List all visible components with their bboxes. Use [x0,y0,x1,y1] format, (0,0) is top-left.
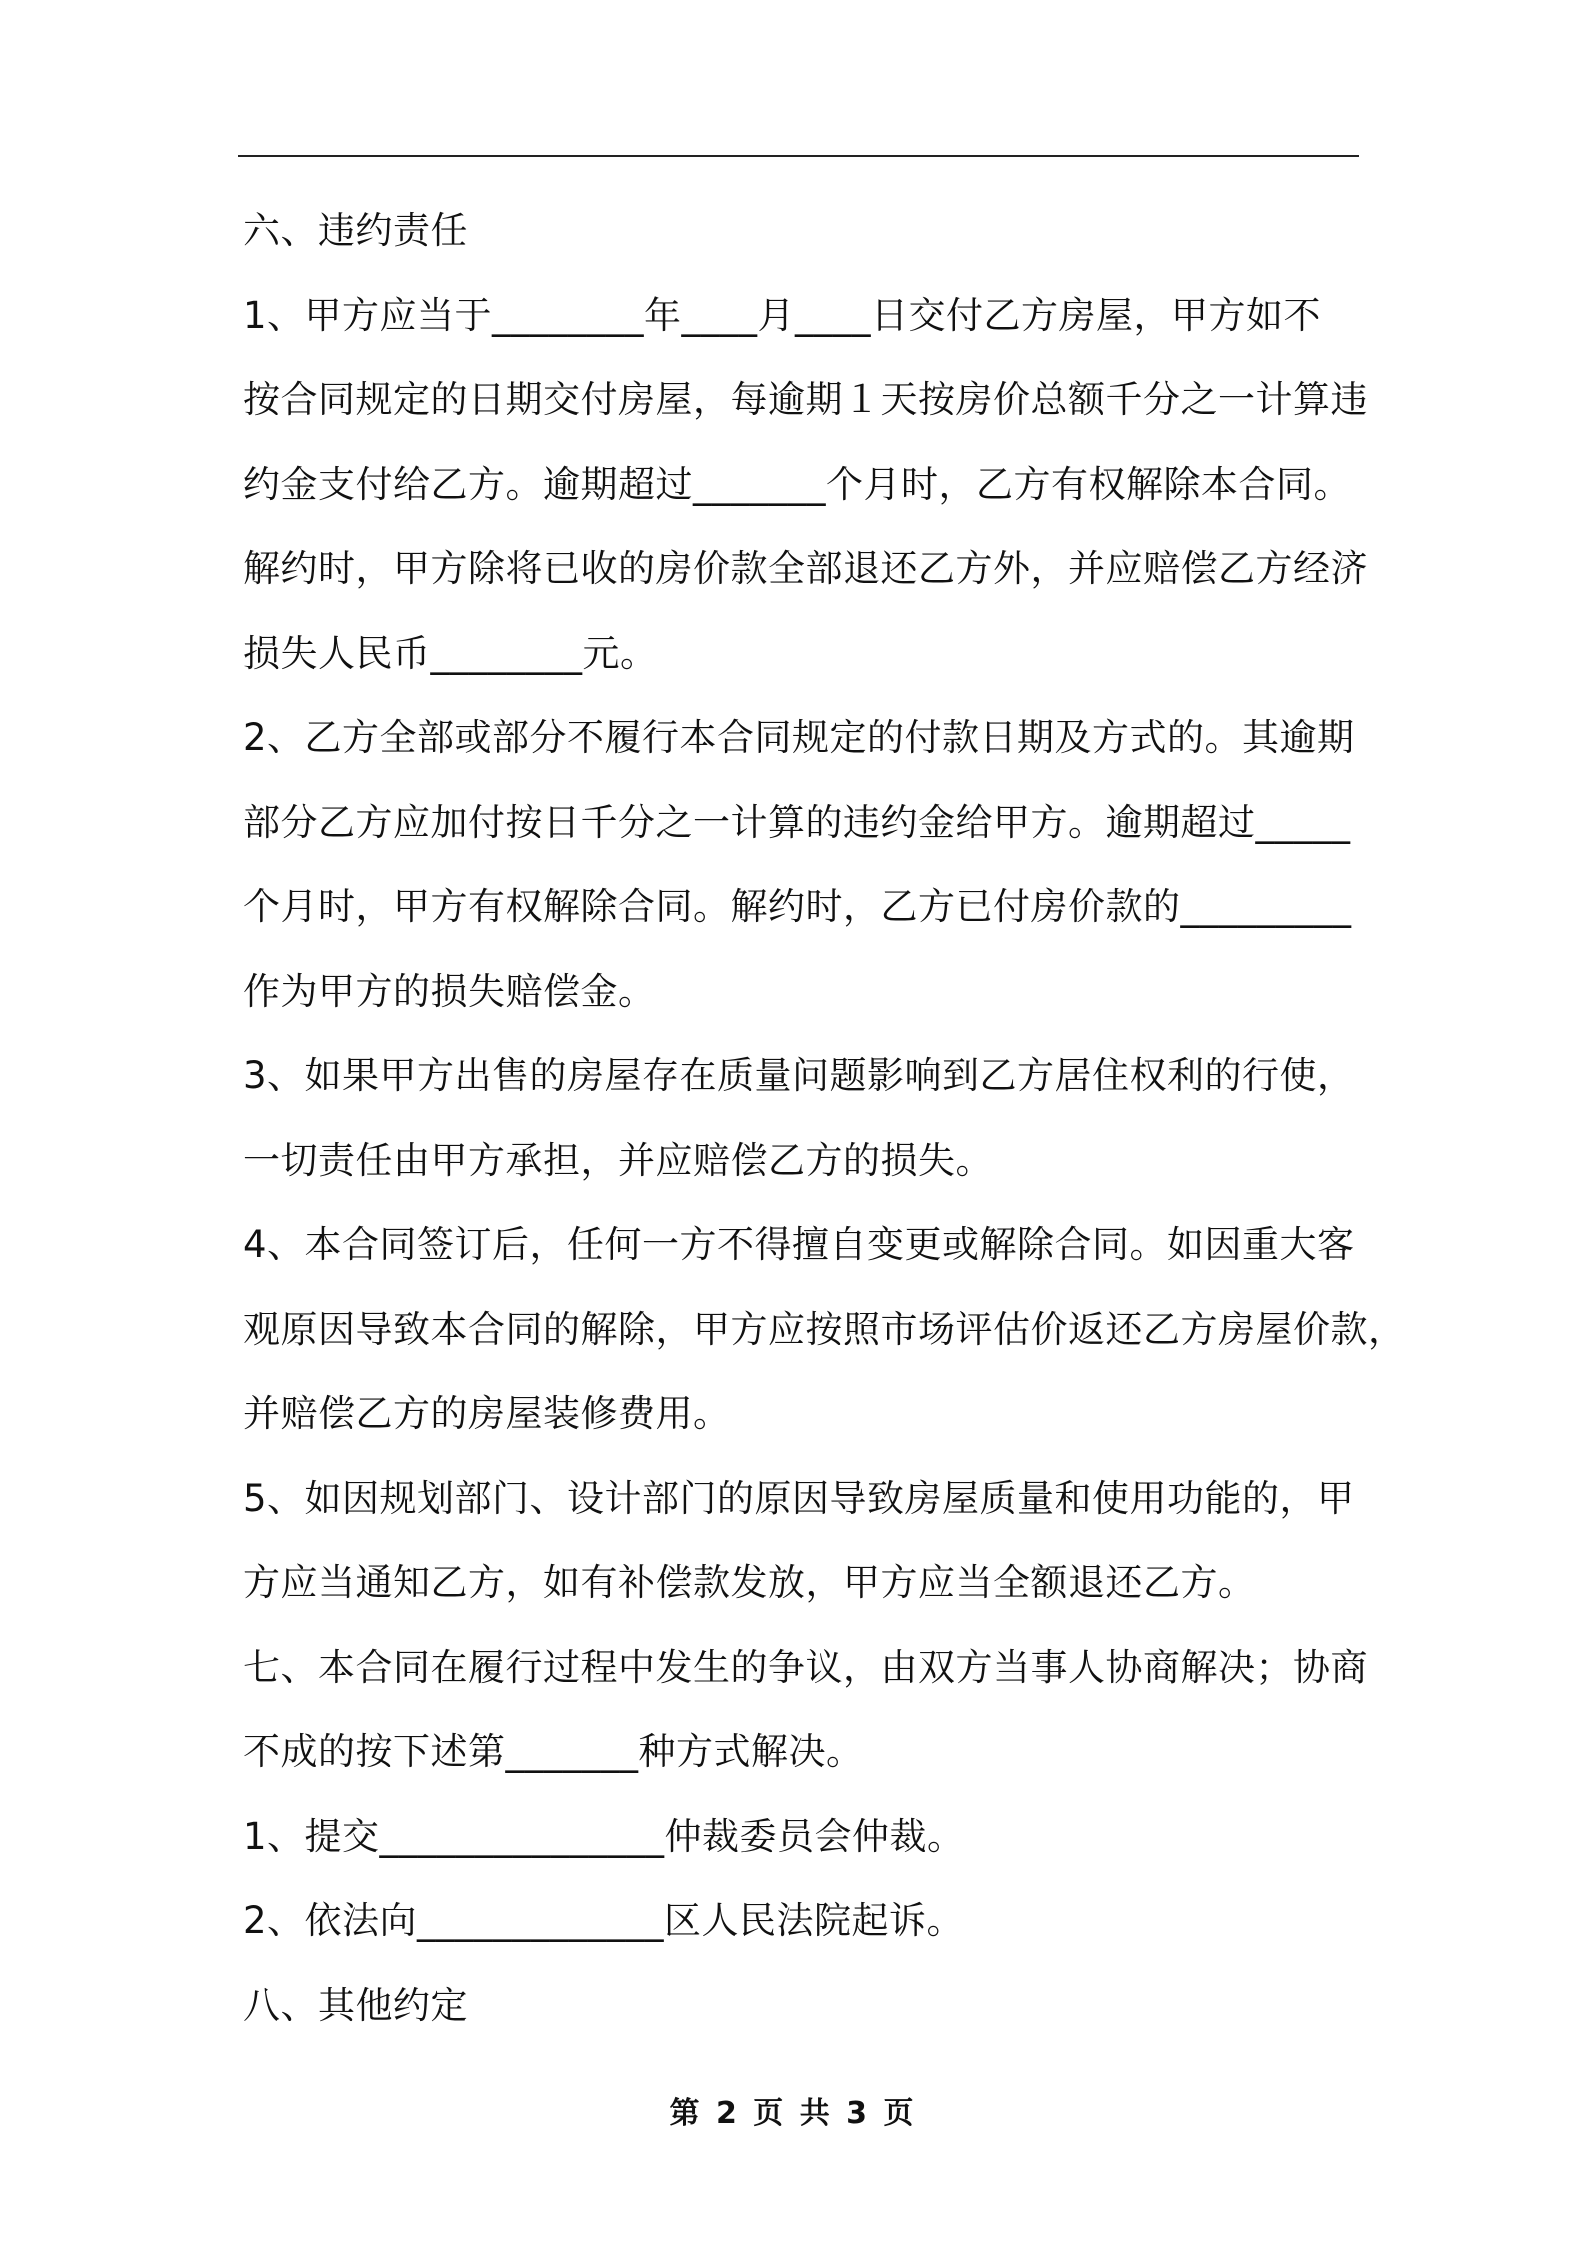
text-line: 1、甲方应当于________年____月____日交付乙方房屋，甲方如不 [243,293,1322,337]
header-divider [238,155,1359,157]
text-line: 作为甲方的损失赔偿金。 [243,969,656,1013]
text-line: 5、如因规划部门、设计部门的原因导致房屋质量和使用功能的，甲 [243,1476,1355,1520]
text-line: 观原因导致本合同的解除，甲方应按照市场评估价返还乙方房屋价款， [243,1307,1406,1351]
section-heading-dispute: 七、本合同在履行过程中发生的争议，由双方当事人协商解决；协商 [243,1645,1368,1689]
text-line: 4、本合同签订后，任何一方不得擅自变更或解除合同。如因重大客 [243,1223,1355,1266]
text-line: 2、依法向_____________区人民法院起诉。 [243,1899,965,1942]
page-number: 第 2 页 共 3 页 [669,2096,917,2131]
text-line: 损失人民币________元。 [243,631,658,675]
text-line: 并赔偿乙方的房屋装修费用。 [243,1392,731,1435]
document-body [243,198,1406,2057]
text-line: 解约时，甲方除将已收的房价款全部退还乙方外，并应赔偿乙方经济 [243,547,1368,590]
text-line: 2、乙方全部或部分不履行本合同规定的付款日期及方式的。其逾期 [243,716,1355,759]
text-line: 部分乙方应加付按日千分之一计算的违约金给甲方。逾期超过_____ [243,800,1351,844]
section-heading-breach: 六、违约责任 [243,209,468,252]
text-line: 个月时，甲方有权解除合同。解约时，乙方已付房价款的_________ [243,885,1352,928]
text-line: 3、如果甲方出售的房屋存在质量问题影响到乙方居住权利的行使， [243,1054,1355,1097]
text-line: 按合同规定的日期交付房屋，每逾期１天按房价总额千分之一计算违 [243,378,1368,421]
section-heading-other: 八、其他约定 [243,1983,468,2027]
text-line: 1、提交_______________仲裁委员会仲裁。 [243,1814,965,1858]
text-line: 不成的按下述第_______种方式解决。 [243,1730,864,1773]
text-line: 方应当通知乙方，如有补偿款发放，甲方应当全额退还乙方。 [243,1561,1256,1604]
text-line: 约金支付给乙方。逾期超过_______个月时，乙方有权解除本合同。 [243,462,1351,506]
text-line: 一切责任由甲方承担，并应赔偿乙方的损失。 [243,1138,993,1182]
